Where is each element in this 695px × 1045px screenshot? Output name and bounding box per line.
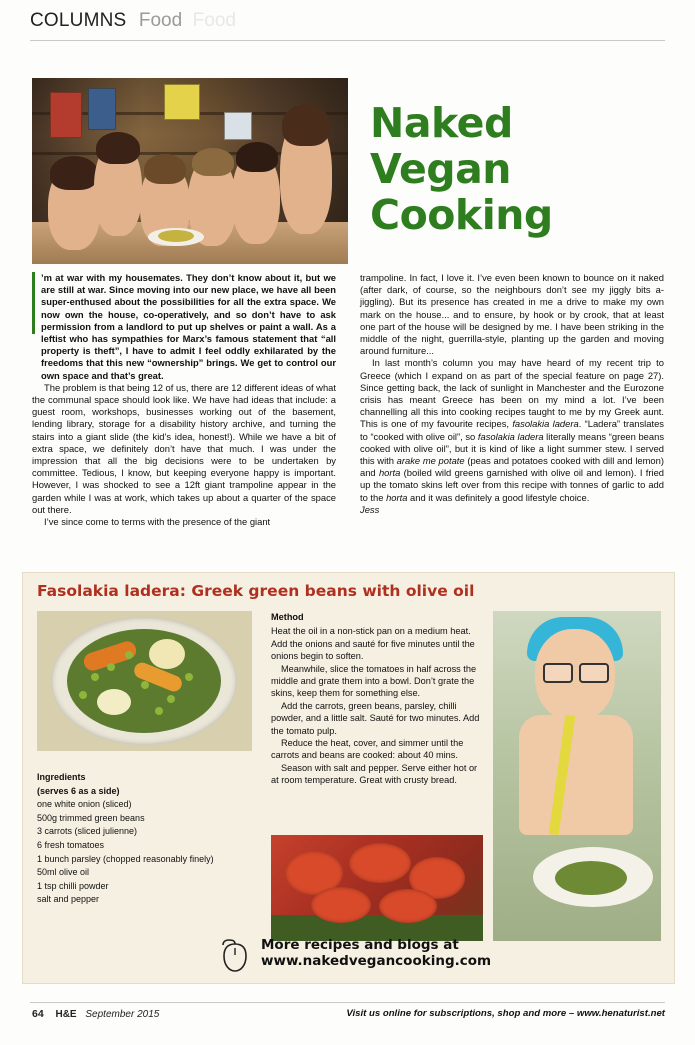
title-line-1: Naked [370, 99, 513, 147]
hair [144, 154, 186, 184]
method-heading: Method [271, 612, 304, 622]
potato-piece [149, 639, 185, 669]
issue-date: September 2015 [85, 1009, 160, 1020]
ingredient-item: 3 carrots (sliced julienne) [37, 826, 138, 837]
torso [519, 715, 633, 835]
paragraph-part: . “Ladera” translates to “cooked with olive oil”, so [360, 418, 664, 442]
mouse-icon [221, 939, 249, 973]
title-line-2: Vegan [370, 145, 511, 193]
ingredient-item: 500g trimmed green beans [37, 812, 145, 823]
pea [125, 651, 133, 659]
author-signature: Jess [360, 503, 380, 515]
lead-paragraph-text: ’m at war with my housemates. They don’t know about it, but we are still at war. Since moving into our new place, we have all been super-enthused about the possibilities for all the extra space. We now own the house, co-operatively, and so don’t have to ask permission from a landlord to put up shelves or paint a wall. As a leftist who has sympathies for Marx’s famous statement that “all property is theft”, I have to admit I feel oddly exhilarated by the freedoms that this new “ownership” brings. We get to control our own space and that’s great. [41, 272, 336, 381]
header-divider [30, 40, 665, 41]
poster [88, 88, 116, 130]
ingredient-item: 1 tsp chilli powder [37, 880, 109, 891]
pea [79, 691, 87, 699]
paragraph: I’ve since come to terms with the presence of the giant [44, 516, 271, 528]
hair [282, 104, 330, 146]
hero-photo [32, 78, 348, 264]
paragraph: trampoline. In fact, I love it. I’ve even been known to bounce on it naked (after dark, of course, so the neighbours don’t see my jiggly bits a-jiggling). But its presence has created in me a drive to make my own mark on the house... and to ensure, by hook or by crook, that at least one part of the house will be designed by me. I have been striking in the middle of the night, guerrilla-style, planting up the garden and moving around furniture... [360, 272, 664, 357]
pea [185, 673, 193, 681]
poster [50, 92, 82, 138]
paragraph: The problem is that being 12 of us, there are 12 different ideas of what the communal space should look like. We have had ideas that include: a guest room, workshops, businesses working out of the basement, lending library, storage for a disability history archive, and turning the stairs into a giant slide (the kid’s idea, honest!). While we have a bit of extra space, we definitely don’t have that much. I was under the impression that all the big decisions were to be undertaken by committee. Tedious, I know, but keeping everyone happy is important. However, I was shocked to see a 12ft giant trampoline appear in the garden while I was at work, which takes up about a quarter of the space out there. [32, 381, 336, 515]
glasses-lens [543, 663, 573, 683]
pea [107, 663, 115, 671]
paragraph-part: literally means “green beans cooked with olive oil”, but it is kind of like a light summer stew. I served this with [360, 430, 665, 467]
method-step: Heat the oil in a non-stick pan on a medium heat. Add the onions and sauté for five minutes until the onions begin to soften. [271, 626, 475, 662]
paragraph-part: (boiled wild greens garnished with olive oil and lemon). I fried up the tomato skins left over from this recipe with tonnes of garlic to add to the [360, 467, 664, 503]
food [158, 230, 194, 242]
plate-food [555, 861, 627, 895]
potato-piece [97, 689, 131, 715]
cook-portrait-photo [493, 611, 661, 941]
method-step: Season with salt and pepper. Serve either hot or at room temperature. Great with crusty bread. [271, 762, 478, 786]
page-header [30, 10, 670, 40]
tomato-slice [379, 889, 437, 923]
tomato-dish-photo [271, 835, 483, 941]
ingredient-item: 1 bunch parsley (chopped reasonably finely) [37, 853, 214, 864]
glasses-lens [579, 663, 609, 683]
paragraph-emphasis: horta [386, 491, 408, 503]
title-line-3: Cooking [370, 191, 553, 239]
paragraph-emphasis: horta [378, 467, 401, 479]
paragraph-part: (peas and potatoes cooked with dill and lemon) and [360, 455, 664, 479]
hair [192, 148, 234, 176]
recipe-title: Fasolakia ladera: Greek green beans with olive oil [37, 582, 475, 600]
ingredient-item: salt and pepper [37, 894, 100, 905]
page-number: 64 [32, 1008, 44, 1020]
paragraph-part: In last month’s column you may have heard of my recent trip to Greece (which I expand on as part of the special feature on page 27). Since getting back, the lack of sunlight in Manchester and the Eurozone crisis has meant Greece has been on my mind a lot. I’ve been channelling all this into cooking recipes taught to me by my Greek aunt. This is one of my favourite recipes, [360, 357, 664, 430]
poster [164, 84, 200, 120]
pea [155, 707, 163, 715]
paragraph-part: and it was definitely a good lifestyle choice. [407, 491, 590, 503]
method-block [271, 611, 483, 787]
pea [167, 695, 175, 703]
method-step: Add the carrots, green beans, parsley, chilli powder, and a little salt. Sauté for two minutes. Add the tomato pulp. [271, 700, 480, 736]
ingredient-item: 50ml olive oil [37, 867, 90, 878]
header-ghost-text: Food [192, 10, 236, 31]
recipe-dish-photo [37, 611, 252, 751]
lead-paragraph [32, 272, 336, 382]
tomato-slice [349, 843, 411, 883]
footer-promo: Visit us online for subscriptions, shop and more – www.henaturist.net [346, 1008, 665, 1019]
footer-divider [30, 1002, 665, 1003]
paragraph-emphasis: fasolakia ladera [477, 430, 544, 442]
header-kicker: COLUMNS [30, 10, 127, 31]
ingredient-item: 6 fresh tomatoes [37, 839, 105, 850]
page-folio [32, 1008, 159, 1020]
paragraph-emphasis: arake me potate [396, 455, 465, 467]
ingredients-block [37, 771, 257, 907]
paragraph-emphasis: fasolakia ladera [512, 418, 579, 430]
tomato-slice [311, 887, 371, 923]
paragraph [360, 357, 664, 503]
ingredients-serves: (serves 6 as a side) [37, 785, 120, 796]
recipe-panel [22, 572, 675, 984]
method-step: Meanwhile, slice the tomatoes in half across the middle and grate them into a bowl. Don’t grate the skins, keep them for something else. [271, 663, 477, 699]
hair [96, 132, 140, 164]
ingredient-item: one white onion (sliced) [37, 799, 132, 810]
hair [236, 142, 278, 172]
pea [141, 681, 149, 689]
recipe-footer-bar [23, 939, 674, 983]
poster [224, 112, 252, 140]
article-right-column [360, 272, 664, 516]
magazine-name: H&E [55, 1009, 77, 1020]
article-title [370, 100, 680, 238]
promo-text[interactable]: More recipes and blogs at www.nakedvegancooking.com [261, 937, 492, 969]
article-left-column [32, 272, 336, 528]
hair [50, 156, 98, 190]
pea [91, 673, 99, 681]
ingredients-heading: Ingredients [37, 772, 86, 782]
header-section: Food [138, 10, 183, 31]
method-step: Reduce the heat, cover, and simmer until the carrots and beans are cooked: about 40 mins. [271, 738, 464, 761]
